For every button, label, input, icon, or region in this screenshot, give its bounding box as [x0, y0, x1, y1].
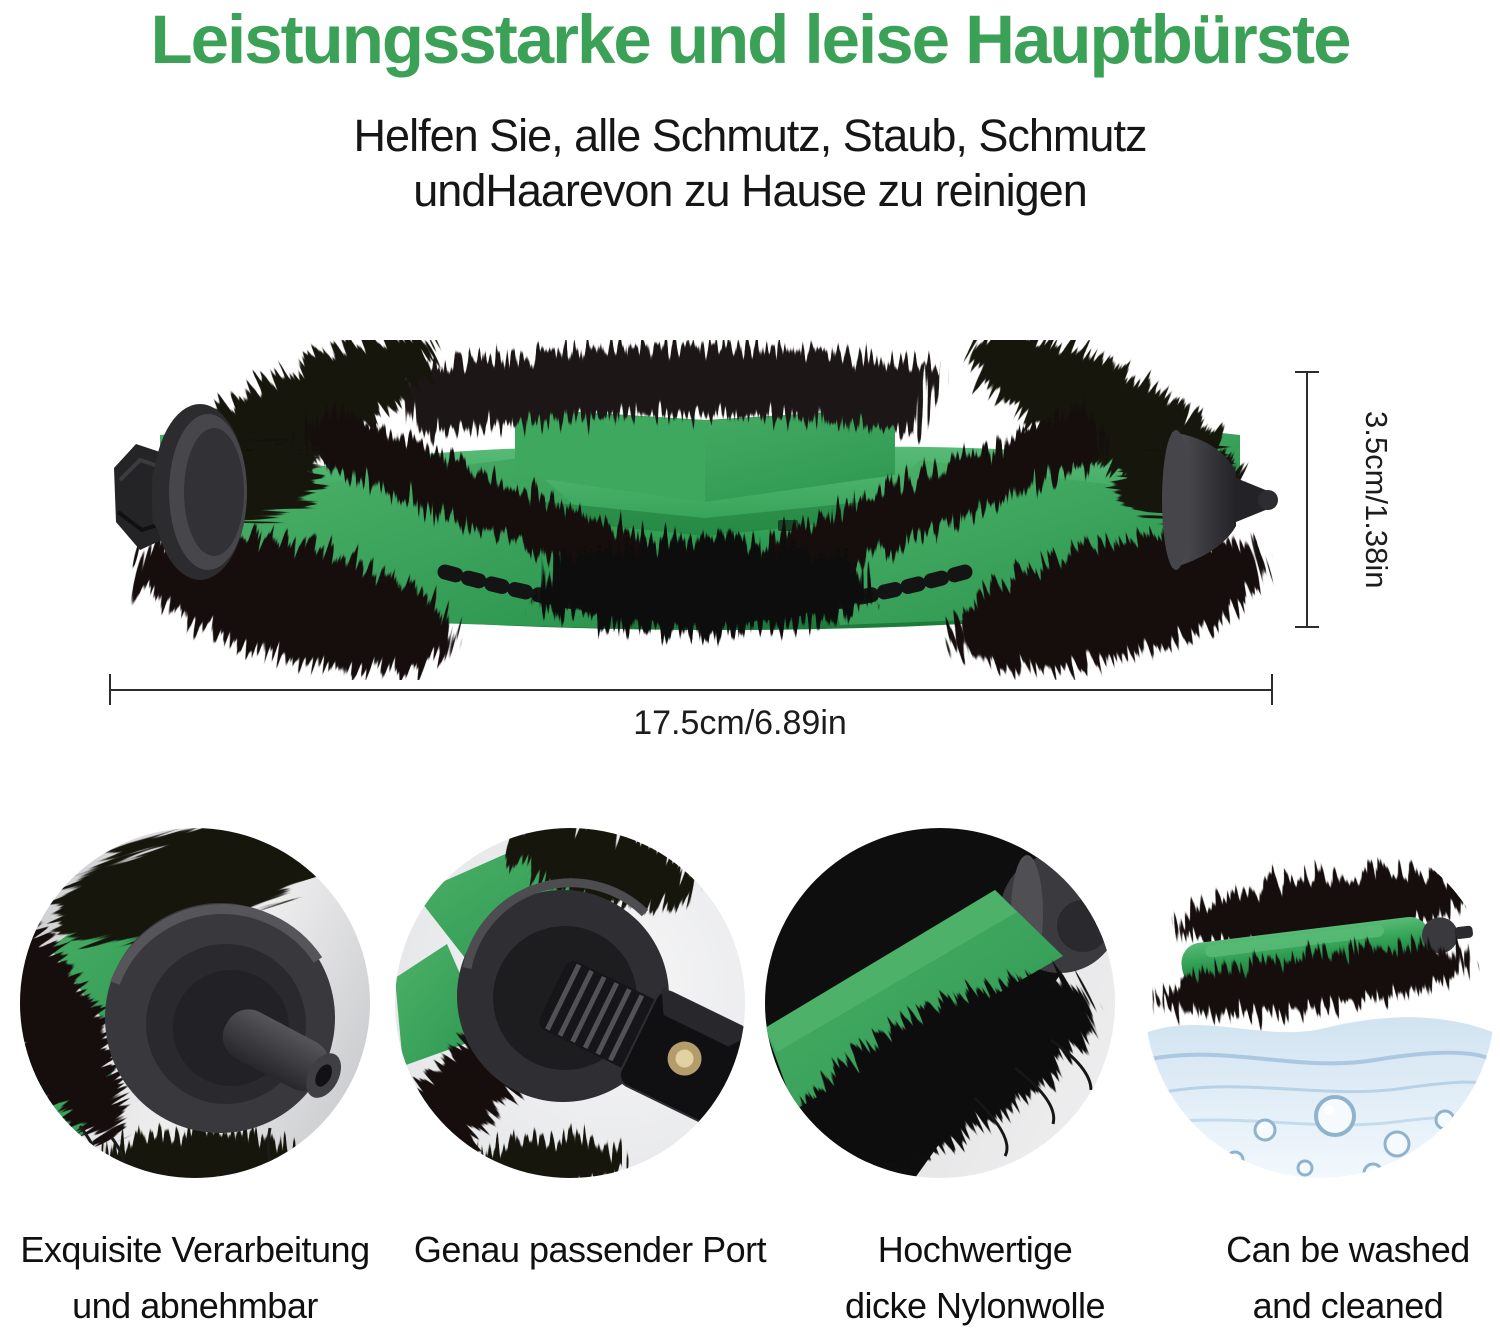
feature-caption-1 — [0, 1222, 395, 1334]
feature-caption-2 — [385, 1222, 795, 1278]
feature-caption-1-line-2: und abnehmbar — [72, 1285, 318, 1326]
height-dimension-label: 3.5cm/1.38in — [1359, 411, 1394, 589]
width-dimension-tick-right — [1271, 674, 1273, 705]
subtitle-line-1: Helfen Sie, alle Schmutz, Staub, Schmutz — [353, 110, 1147, 161]
left-end-cap — [114, 404, 247, 580]
height-dimension-line — [1306, 372, 1308, 627]
feature-photo-washable — [1145, 828, 1495, 1178]
width-dimension-tick-left — [109, 674, 111, 705]
feature-caption-1-line-1: Exquisite Verarbeitung — [20, 1229, 370, 1270]
page-title: Leistungsstarke und leise Hauptbürste — [150, 1, 1350, 78]
end-cap-closeup-illustration — [20, 828, 370, 1178]
feature-caption-3-line-2: dicke Nylonwolle — [844, 1285, 1106, 1326]
washable-water-illustration — [1145, 828, 1495, 1178]
feature-caption-2-line-1: Genau passender Port — [413, 1229, 767, 1270]
feature-caption-3-line-1: Hochwertige — [877, 1229, 1073, 1270]
feature-caption-3 — [780, 1222, 1170, 1334]
feature-caption-4-line-1: Can be washed — [1226, 1229, 1470, 1270]
feature-photo-nylon-bristles — [765, 828, 1115, 1178]
subtitle-line-2: undHaarevon zu Hause zu reinigen — [413, 165, 1087, 216]
width-dimension-label: 17.5cm/6.89in — [633, 704, 847, 742]
feature-caption-4-line-2: and cleaned — [1252, 1285, 1444, 1326]
main-brush-photo — [100, 340, 1300, 680]
floating-brush — [1148, 857, 1487, 1028]
page-subtitle — [0, 108, 1500, 218]
feature-photo-drive-port — [395, 828, 745, 1178]
drive-port-closeup-illustration — [395, 828, 745, 1178]
height-dimension-tick-top — [1295, 371, 1319, 373]
feature-photo-end-cap — [20, 828, 370, 1178]
width-dimension-line — [110, 689, 1273, 691]
feature-caption-4 — [1150, 1222, 1500, 1334]
nylon-bristles-closeup-illustration — [765, 828, 1115, 1178]
height-dimension-tick-bottom — [1295, 626, 1319, 628]
